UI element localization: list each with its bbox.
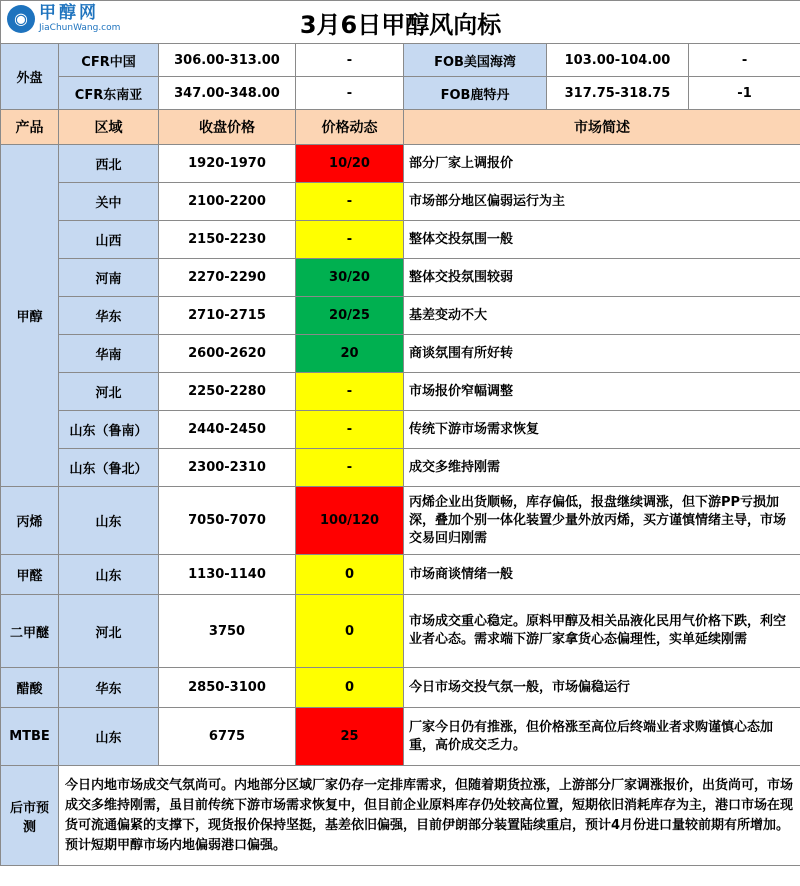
table-row [1, 449, 800, 487]
region-cell: 山东（鲁北） [59, 449, 159, 487]
price-cell: 2150-2230 [159, 221, 296, 259]
region-cell: 华东 [59, 668, 159, 708]
change-cell: 10/20 [296, 145, 404, 183]
product-cell: 甲醛 [1, 555, 59, 595]
summary-cell: 丙烯企业出货顺畅，库存偏低，报盘继续调涨，但下游PP亏损加深，叠加个别一体化装置少量外放丙烯，买方谨慎情绪主导，市场交易回归刚需 [404, 487, 800, 555]
change-cell: - [296, 411, 404, 449]
header-summary: 市场简述 [404, 110, 800, 145]
outer-a-price: 347.00-348.00 [159, 77, 296, 110]
change-cell: 30/20 [296, 259, 404, 297]
price-cell: 7050-7070 [159, 487, 296, 555]
price-cell: 2300-2310 [159, 449, 296, 487]
change-cell: - [296, 373, 404, 411]
price-cell: 1920-1970 [159, 145, 296, 183]
price-cell: 2440-2450 [159, 411, 296, 449]
table-row [1, 259, 800, 297]
price-cell: 2270-2290 [159, 259, 296, 297]
forecast-text: 今日内地市场成交气氛尚可。内地部分区域厂家仍存一定排库需求，但随着期货拉涨，上游部分厂家调涨报价，出货尚可，市场成交多维持刚需，虽目前传统下游市场需求恢复中，但目前企业原料库存仍处较高位置，短期依旧消耗库存为主，港口市场在现货可流通偏紧的支撑下，现货报价保持坚挺，基差依旧偏强，目前伊朗部分装置陆续重启，预计4月份进口量较前期有所增加。预计短期甲醇市场内地偏弱港口偏强。 [59, 766, 800, 866]
outer-b-name: FOB鹿特丹 [404, 77, 547, 110]
price-cell: 3750 [159, 595, 296, 668]
product-methanol: 甲醇 [1, 145, 59, 487]
change-cell: 25 [296, 708, 404, 766]
page-title: 3月6日甲醇风向标 [299, 10, 502, 39]
change-cell: 20/25 [296, 297, 404, 335]
summary-cell: 市场商谈情绪一般 [404, 555, 800, 595]
region-cell: 山东（鲁南） [59, 411, 159, 449]
summary-cell: 成交多维持刚需 [404, 449, 800, 487]
summary-cell: 整体交投氛围较弱 [404, 259, 800, 297]
change-cell: 100/120 [296, 487, 404, 555]
region-cell: 山东 [59, 555, 159, 595]
region-cell: 华南 [59, 335, 159, 373]
outer-b-change: -1 [689, 77, 800, 110]
change-cell: 0 [296, 595, 404, 668]
region-cell: 关中 [59, 183, 159, 221]
summary-cell: 市场报价窄幅调整 [404, 373, 800, 411]
price-cell: 1130-1140 [159, 555, 296, 595]
summary-cell: 部分厂家上调报价 [404, 145, 800, 183]
region-cell: 华东 [59, 297, 159, 335]
summary-cell: 市场部分地区偏弱运行为主 [404, 183, 800, 221]
change-cell: - [296, 449, 404, 487]
summary-cell: 整体交投氛围一般 [404, 221, 800, 259]
outer-a-change: - [296, 44, 404, 77]
region-cell: 山西 [59, 221, 159, 259]
outer-b-price: 317.75-318.75 [547, 77, 689, 110]
outer-b-change: - [689, 44, 800, 77]
outer-b-price: 103.00-104.00 [547, 44, 689, 77]
summary-cell: 市场成交重心稳定。原料甲醇及相关品液化民用气价格下跌，利空业者心态。需求端下游厂家拿货心态偏理性，实单延续刚需 [404, 595, 800, 668]
price-cell: 2850-3100 [159, 668, 296, 708]
price-cell: 2100-2200 [159, 183, 296, 221]
product-cell: 丙烯 [1, 487, 59, 555]
table-row [1, 297, 800, 335]
table-row [1, 708, 800, 766]
header-price: 收盘价格 [159, 110, 296, 145]
change-cell: 0 [296, 555, 404, 595]
logo-icon: ◉ [7, 5, 35, 33]
outer-market-label: 外盘 [1, 44, 59, 110]
table-row [1, 668, 800, 708]
outer-b-name: FOB美国海湾 [404, 44, 547, 77]
forecast-row [1, 766, 800, 866]
table-row [1, 145, 800, 183]
site-logo[interactable] [7, 4, 120, 33]
region-cell: 西北 [59, 145, 159, 183]
table-row [1, 411, 800, 449]
summary-cell: 基差变动不大 [404, 297, 800, 335]
summary-cell: 今日市场交投气氛一般，市场偏稳运行 [404, 668, 800, 708]
product-cell: 醋酸 [1, 668, 59, 708]
table-row [1, 595, 800, 668]
table-row [1, 487, 800, 555]
outer-a-name: CFR东南亚 [59, 77, 159, 110]
summary-cell: 传统下游市场需求恢复 [404, 411, 800, 449]
region-cell: 河北 [59, 373, 159, 411]
table-row [1, 221, 800, 259]
header-change: 价格动态 [296, 110, 404, 145]
header-region: 区域 [59, 110, 159, 145]
product-cell: 二甲醚 [1, 595, 59, 668]
outer-a-name: CFR中国 [59, 44, 159, 77]
summary-cell: 厂家今日仍有推涨，但价格涨至高位后终端业者求购谨慎心态加重，高价成交乏力。 [404, 708, 800, 766]
price-cell: 2600-2620 [159, 335, 296, 373]
table-row [1, 555, 800, 595]
region-cell: 山东 [59, 708, 159, 766]
title-row [1, 1, 800, 44]
price-cell: 2710-2715 [159, 297, 296, 335]
price-cell: 6775 [159, 708, 296, 766]
region-cell: 山东 [59, 487, 159, 555]
change-cell: - [296, 221, 404, 259]
outer-a-price: 306.00-313.00 [159, 44, 296, 77]
change-cell: - [296, 183, 404, 221]
change-cell: 20 [296, 335, 404, 373]
region-cell: 河北 [59, 595, 159, 668]
table-row [1, 373, 800, 411]
table-row [1, 183, 800, 221]
logo-name-en: JiaChunWang.com [39, 23, 121, 33]
region-cell: 河南 [59, 259, 159, 297]
price-cell: 2250-2280 [159, 373, 296, 411]
forecast-label: 后市预测 [1, 766, 59, 866]
product-cell: MTBE [1, 708, 59, 766]
summary-cell: 商谈氛围有所好转 [404, 335, 800, 373]
table-row [1, 335, 800, 373]
logo-name-cn: 甲醇网 [39, 3, 99, 23]
header-product: 产品 [1, 110, 59, 145]
change-cell: 0 [296, 668, 404, 708]
outer-a-change: - [296, 77, 404, 110]
